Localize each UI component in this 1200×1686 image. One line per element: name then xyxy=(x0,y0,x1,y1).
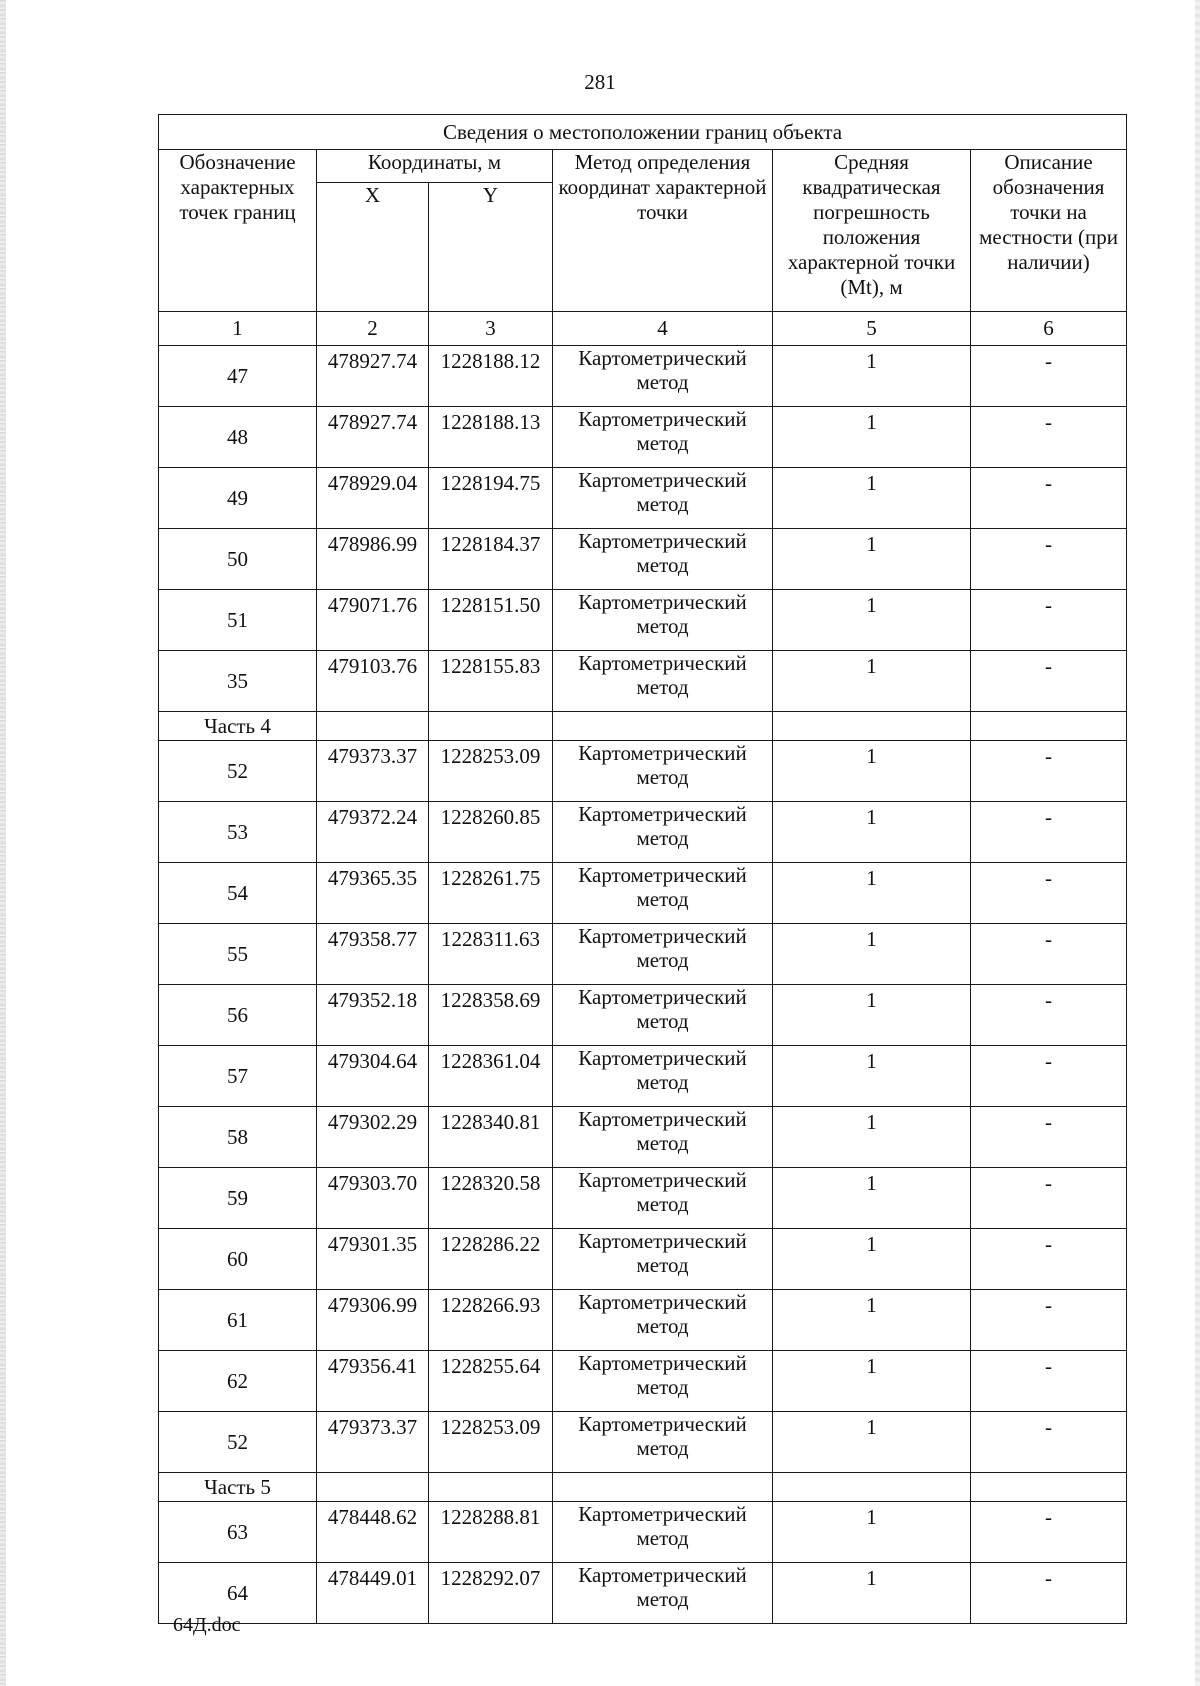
point-id-cell: 55 xyxy=(159,924,317,985)
coord-y-cell: 1228311.63 xyxy=(429,924,553,985)
description-cell: - xyxy=(971,802,1127,863)
coord-y-cell: 1228155.83 xyxy=(429,651,553,712)
coord-x-cell: 479373.37 xyxy=(317,1412,429,1473)
empty-cell xyxy=(971,712,1127,741)
error-cell: 1 xyxy=(773,529,971,590)
column-number-row xyxy=(159,312,1127,346)
method-cell: Картометрический метод xyxy=(553,346,773,407)
point-id-cell: 52 xyxy=(159,741,317,802)
point-id-cell: 52 xyxy=(159,1412,317,1473)
point-id-cell: 54 xyxy=(159,863,317,924)
column-number: 1 xyxy=(159,312,317,346)
table-row xyxy=(159,407,1127,468)
point-id-cell: 62 xyxy=(159,1351,317,1412)
boundary-coordinates-table xyxy=(158,114,1127,1624)
table-row xyxy=(159,468,1127,529)
coord-y-cell: 1228188.12 xyxy=(429,346,553,407)
point-id-cell: 64 xyxy=(159,1563,317,1624)
table-row xyxy=(159,985,1127,1046)
error-cell: 1 xyxy=(773,924,971,985)
coord-x-cell: 478927.74 xyxy=(317,407,429,468)
table-row xyxy=(159,924,1127,985)
error-cell: 1 xyxy=(773,1168,971,1229)
column-number: 6 xyxy=(971,312,1127,346)
point-id-cell: 57 xyxy=(159,1046,317,1107)
method-cell: Картометрический метод xyxy=(553,1046,773,1107)
coord-y-cell: 1228260.85 xyxy=(429,802,553,863)
coord-x-cell: 478448.62 xyxy=(317,1502,429,1563)
empty-cell xyxy=(429,712,553,741)
description-cell: - xyxy=(971,1229,1127,1290)
description-cell: - xyxy=(971,651,1127,712)
point-id-cell: 53 xyxy=(159,802,317,863)
coord-y-cell: 1228292.07 xyxy=(429,1563,553,1624)
point-id-cell: 50 xyxy=(159,529,317,590)
error-cell: 1 xyxy=(773,1563,971,1624)
header-y: Y xyxy=(429,183,553,312)
coord-x-cell: 479103.76 xyxy=(317,651,429,712)
description-cell: - xyxy=(971,1502,1127,1563)
footer-filename: 64Д.doc xyxy=(173,1614,241,1636)
coord-y-cell: 1228340.81 xyxy=(429,1107,553,1168)
description-cell: - xyxy=(971,529,1127,590)
description-cell: - xyxy=(971,1107,1127,1168)
description-cell: - xyxy=(971,1046,1127,1107)
column-number: 5 xyxy=(773,312,971,346)
header-method: Метод определения координат характерной точки xyxy=(553,150,773,312)
description-cell: - xyxy=(971,346,1127,407)
table-row xyxy=(159,802,1127,863)
point-id-cell: 63 xyxy=(159,1502,317,1563)
coord-y-cell: 1228320.58 xyxy=(429,1168,553,1229)
coord-x-cell: 478986.99 xyxy=(317,529,429,590)
section-row xyxy=(159,712,1127,741)
coord-y-cell: 1228286.22 xyxy=(429,1229,553,1290)
error-cell: 1 xyxy=(773,1351,971,1412)
coord-x-cell: 479071.76 xyxy=(317,590,429,651)
error-cell: 1 xyxy=(773,590,971,651)
coord-y-cell: 1228261.75 xyxy=(429,863,553,924)
empty-cell xyxy=(317,1473,429,1502)
description-cell: - xyxy=(971,1563,1127,1624)
description-cell: - xyxy=(971,407,1127,468)
method-cell: Картометрический метод xyxy=(553,468,773,529)
coord-y-cell: 1228253.09 xyxy=(429,741,553,802)
table-row xyxy=(159,1168,1127,1229)
coord-x-cell: 479301.35 xyxy=(317,1229,429,1290)
table-row xyxy=(159,590,1127,651)
empty-cell xyxy=(317,712,429,741)
header-coordinates: Координаты, м xyxy=(317,150,553,183)
scan-edge-left xyxy=(0,0,6,1686)
table-row xyxy=(159,1502,1127,1563)
coord-x-cell: 478929.04 xyxy=(317,468,429,529)
table-row xyxy=(159,1563,1127,1624)
table-row xyxy=(159,1046,1127,1107)
coord-x-cell: 479373.37 xyxy=(317,741,429,802)
method-cell: Картометрический метод xyxy=(553,924,773,985)
point-id-cell: 58 xyxy=(159,1107,317,1168)
description-cell: - xyxy=(971,741,1127,802)
table-row xyxy=(159,346,1127,407)
description-cell: - xyxy=(971,924,1127,985)
column-number: 2 xyxy=(317,312,429,346)
empty-cell xyxy=(553,712,773,741)
coord-x-cell: 479303.70 xyxy=(317,1168,429,1229)
method-cell: Картометрический метод xyxy=(553,863,773,924)
method-cell: Картометрический метод xyxy=(553,802,773,863)
coord-y-cell: 1228361.04 xyxy=(429,1046,553,1107)
method-cell: Картометрический метод xyxy=(553,529,773,590)
coord-y-cell: 1228266.93 xyxy=(429,1290,553,1351)
table-row xyxy=(159,1412,1127,1473)
point-id-cell: 35 xyxy=(159,651,317,712)
description-cell: - xyxy=(971,590,1127,651)
point-id-cell: 48 xyxy=(159,407,317,468)
table-body xyxy=(159,346,1127,1624)
error-cell: 1 xyxy=(773,1229,971,1290)
table-row xyxy=(159,863,1127,924)
point-id-cell: 51 xyxy=(159,590,317,651)
method-cell: Картометрический метод xyxy=(553,1107,773,1168)
method-cell: Картометрический метод xyxy=(553,1563,773,1624)
point-id-cell: 56 xyxy=(159,985,317,1046)
coord-y-cell: 1228288.81 xyxy=(429,1502,553,1563)
error-cell: 1 xyxy=(773,1107,971,1168)
point-id-cell: 49 xyxy=(159,468,317,529)
table-row xyxy=(159,1229,1127,1290)
error-cell: 1 xyxy=(773,1046,971,1107)
coord-x-cell: 479352.18 xyxy=(317,985,429,1046)
method-cell: Картометрический метод xyxy=(553,985,773,1046)
table-row xyxy=(159,1290,1127,1351)
error-cell: 1 xyxy=(773,985,971,1046)
section-row xyxy=(159,1473,1127,1502)
error-cell: 1 xyxy=(773,651,971,712)
section-label: Часть 4 xyxy=(159,712,317,741)
coord-x-cell: 479304.64 xyxy=(317,1046,429,1107)
description-cell: - xyxy=(971,1351,1127,1412)
header-point-designation: Обозначение характерных точек границ xyxy=(159,150,317,312)
header-x: X xyxy=(317,183,429,312)
table-title: Сведения о местоположении границ объекта xyxy=(159,115,1127,150)
method-cell: Картометрический метод xyxy=(553,1290,773,1351)
method-cell: Картометрический метод xyxy=(553,651,773,712)
method-cell: Картометрический метод xyxy=(553,590,773,651)
description-cell: - xyxy=(971,985,1127,1046)
coord-y-cell: 1228151.50 xyxy=(429,590,553,651)
description-cell: - xyxy=(971,1290,1127,1351)
error-cell: 1 xyxy=(773,407,971,468)
table-row xyxy=(159,529,1127,590)
coord-y-cell: 1228188.13 xyxy=(429,407,553,468)
description-cell: - xyxy=(971,468,1127,529)
error-cell: 1 xyxy=(773,468,971,529)
error-cell: 1 xyxy=(773,741,971,802)
table-row xyxy=(159,1351,1127,1412)
error-cell: 1 xyxy=(773,1502,971,1563)
empty-cell xyxy=(553,1473,773,1502)
page-number: 281 xyxy=(584,70,616,94)
point-id-cell: 59 xyxy=(159,1168,317,1229)
coord-x-cell: 479306.99 xyxy=(317,1290,429,1351)
header-mean-square-error: Средняя квадратическая погрешность положения характерной точки (Mt), м xyxy=(773,150,971,312)
coord-y-cell: 1228253.09 xyxy=(429,1412,553,1473)
column-number: 4 xyxy=(553,312,773,346)
point-id-cell: 47 xyxy=(159,346,317,407)
empty-cell xyxy=(773,1473,971,1502)
table-row xyxy=(159,741,1127,802)
description-cell: - xyxy=(971,1412,1127,1473)
description-cell: - xyxy=(971,863,1127,924)
empty-cell xyxy=(971,1473,1127,1502)
point-id-cell: 60 xyxy=(159,1229,317,1290)
error-cell: 1 xyxy=(773,1412,971,1473)
coord-x-cell: 479358.77 xyxy=(317,924,429,985)
error-cell: 1 xyxy=(773,802,971,863)
empty-cell xyxy=(429,1473,553,1502)
table-header xyxy=(159,115,1127,346)
error-cell: 1 xyxy=(773,346,971,407)
method-cell: Картометрический метод xyxy=(553,1229,773,1290)
method-cell: Картометрический метод xyxy=(553,1168,773,1229)
description-cell: - xyxy=(971,1168,1127,1229)
section-label: Часть 5 xyxy=(159,1473,317,1502)
table-row xyxy=(159,1107,1127,1168)
point-id-cell: 61 xyxy=(159,1290,317,1351)
coord-x-cell: 479302.29 xyxy=(317,1107,429,1168)
method-cell: Картометрический метод xyxy=(553,1351,773,1412)
coord-x-cell: 479365.35 xyxy=(317,863,429,924)
empty-cell xyxy=(773,712,971,741)
error-cell: 1 xyxy=(773,863,971,924)
coord-x-cell: 479372.24 xyxy=(317,802,429,863)
coord-x-cell: 478449.01 xyxy=(317,1563,429,1624)
column-number: 3 xyxy=(429,312,553,346)
method-cell: Картометрический метод xyxy=(553,741,773,802)
coord-y-cell: 1228184.37 xyxy=(429,529,553,590)
table-row xyxy=(159,651,1127,712)
error-cell: 1 xyxy=(773,1290,971,1351)
coord-x-cell: 478927.74 xyxy=(317,346,429,407)
coord-y-cell: 1228255.64 xyxy=(429,1351,553,1412)
scan-edge-right xyxy=(1195,0,1200,1686)
method-cell: Картометрический метод xyxy=(553,407,773,468)
method-cell: Картометрический метод xyxy=(553,1412,773,1473)
method-cell: Картометрический метод xyxy=(553,1502,773,1563)
coord-y-cell: 1228358.69 xyxy=(429,985,553,1046)
coord-x-cell: 479356.41 xyxy=(317,1351,429,1412)
coord-y-cell: 1228194.75 xyxy=(429,468,553,529)
header-point-description: Описание обозначения точки на местности (при наличии) xyxy=(971,150,1127,312)
